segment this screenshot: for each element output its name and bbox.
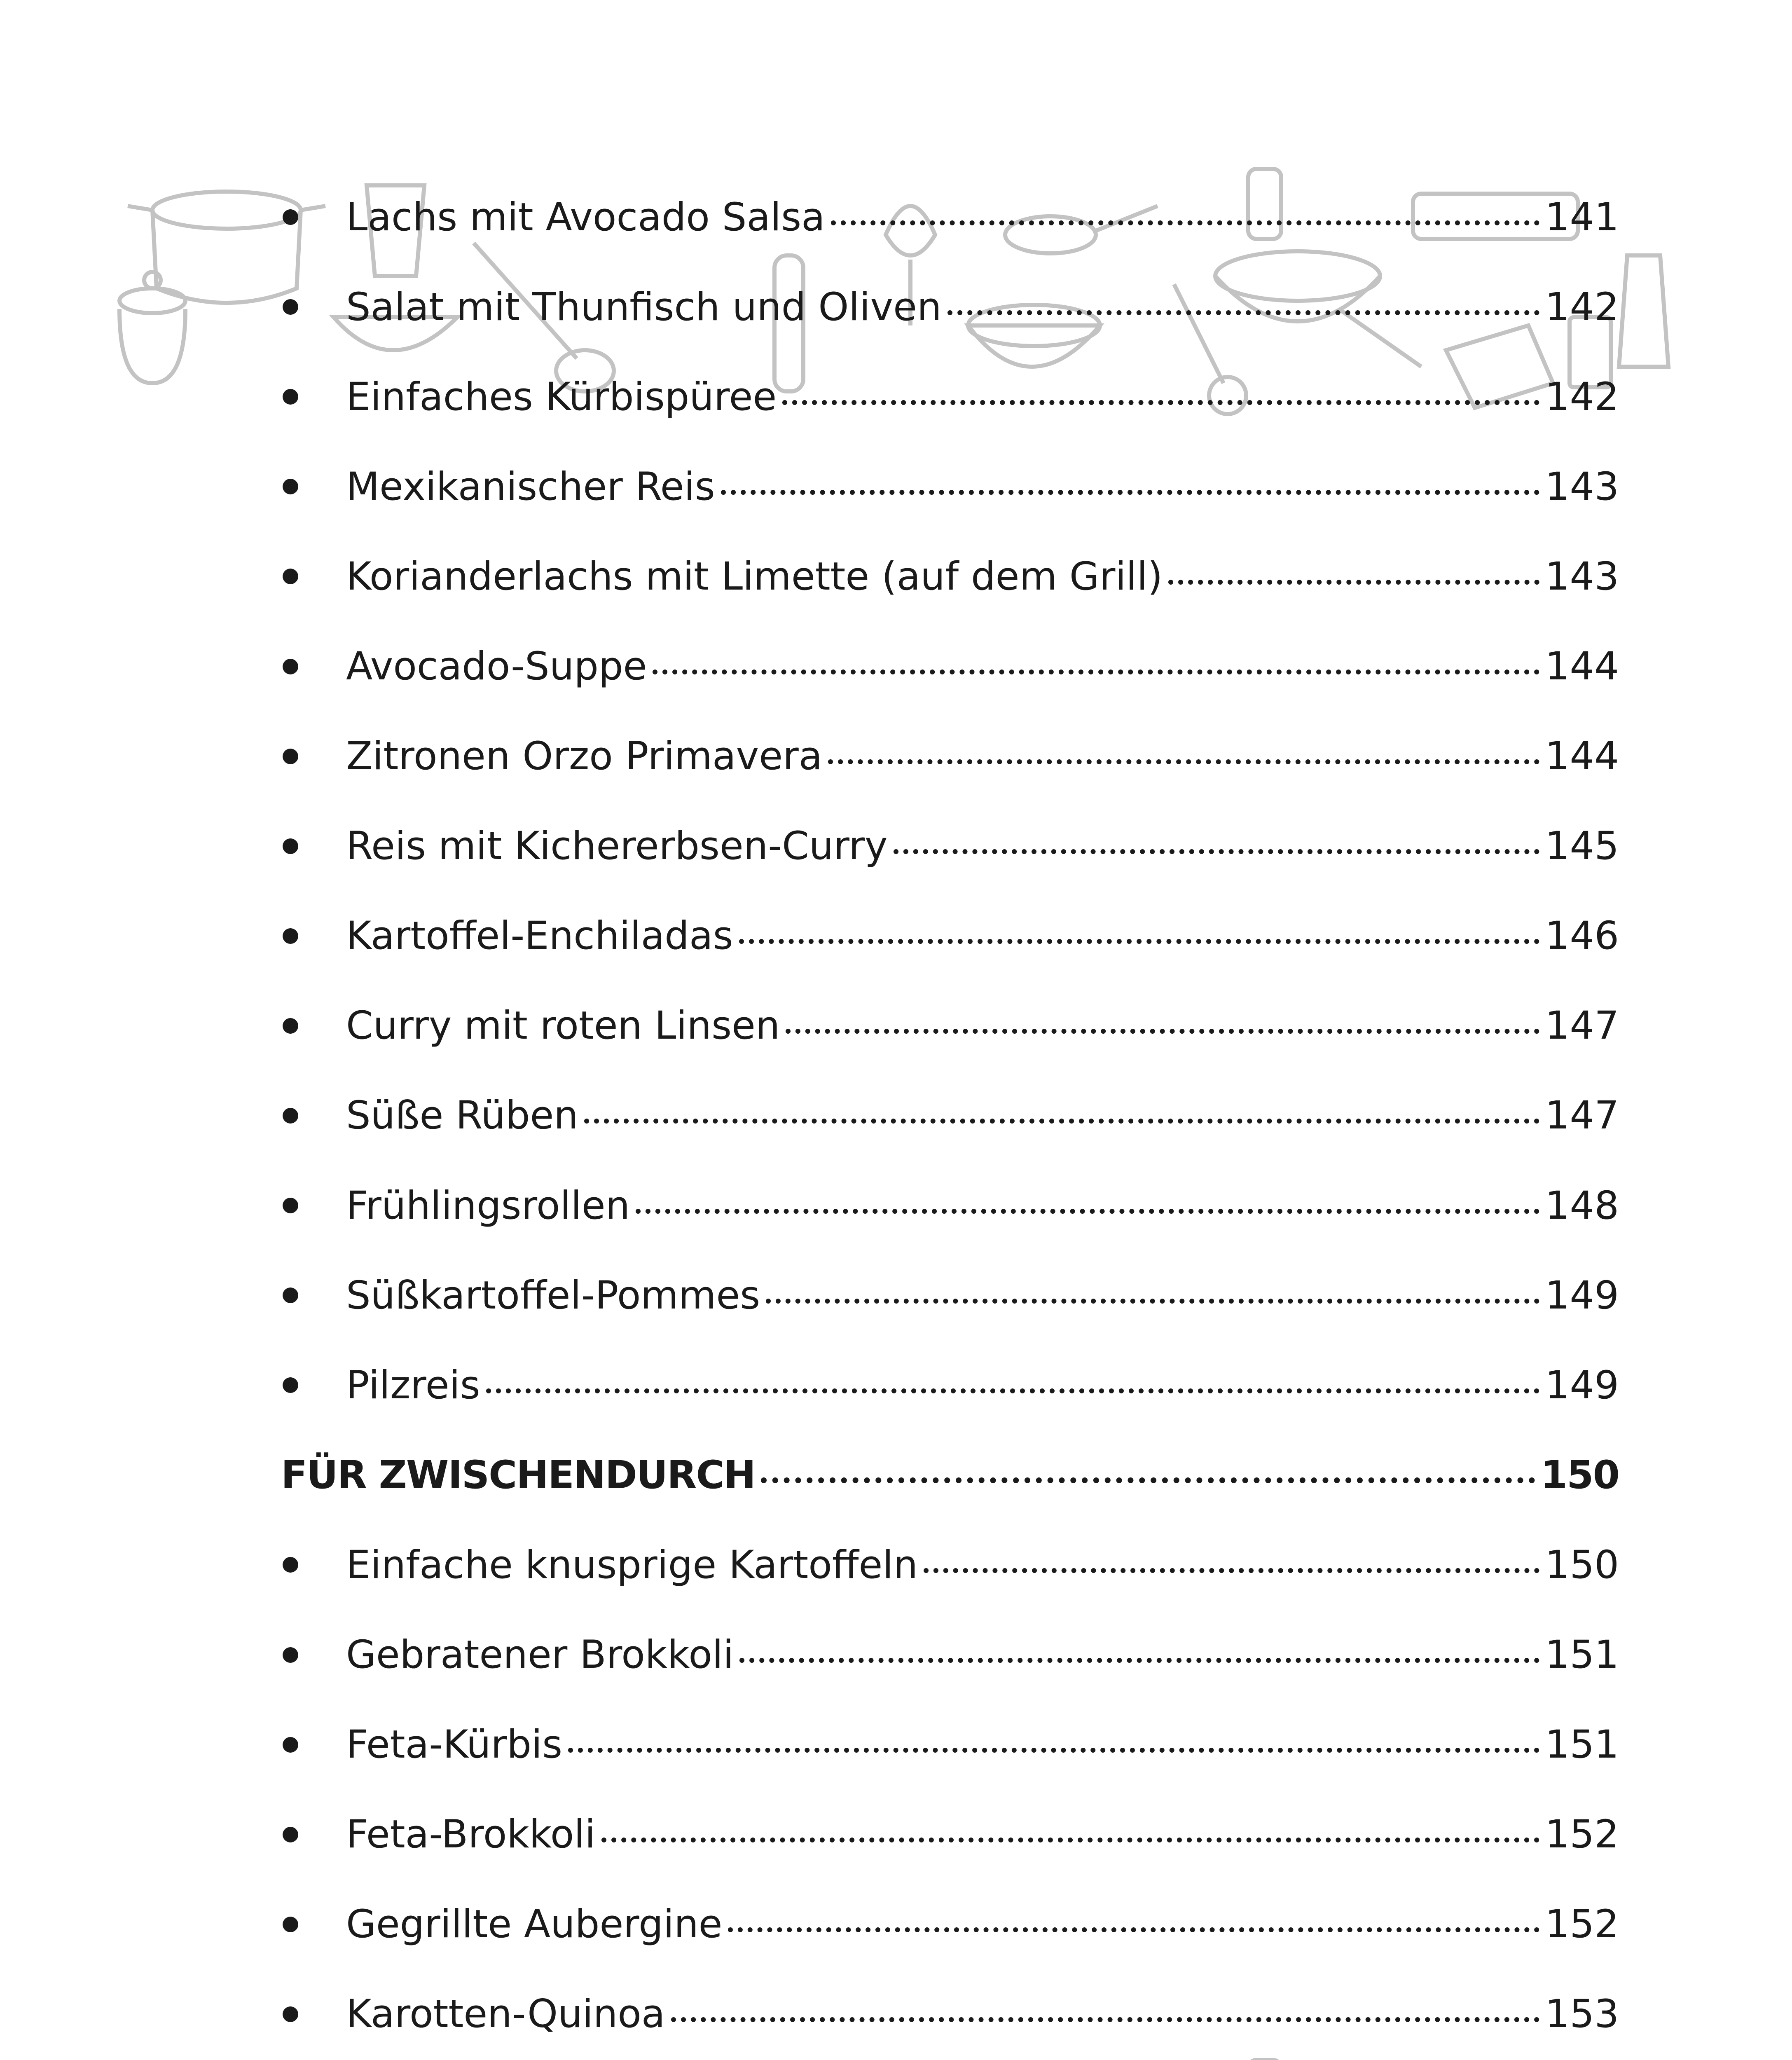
toc-entry[interactable] [272, 1700, 1619, 1790]
toc-page-number: 147 [1545, 1003, 1619, 1049]
toc-entry-title: Gebratener Brokkoli [346, 1632, 734, 1678]
toc-entry[interactable] [272, 981, 1619, 1071]
bullet-icon [283, 1018, 298, 1034]
bullet-icon [283, 299, 298, 315]
bullet-icon [283, 209, 298, 225]
toc-page-number: 151 [1545, 1722, 1619, 1767]
toc-entry[interactable] [272, 531, 1619, 621]
toc-page-number: 143 [1545, 464, 1619, 509]
toc-entry-title: Mexikanischer Reis [346, 464, 715, 509]
toc-entry-title: Kartoffel-Enchiladas [346, 913, 733, 959]
dot-leader [601, 1838, 1539, 1842]
dot-leader [761, 1477, 1535, 1483]
bullet-icon [283, 1108, 298, 1124]
toc-section-heading[interactable] [272, 1430, 1619, 1520]
toc-page-number: 152 [1545, 1812, 1619, 1857]
dot-leader [584, 1119, 1539, 1124]
toc-entry[interactable] [272, 621, 1619, 711]
toc-entry-title: Avocado-Suppe [346, 644, 647, 689]
table-of-contents [272, 172, 1619, 2060]
toc-page-number: 142 [1545, 284, 1619, 330]
toc-entry-title: Curry mit roten Linsen [346, 1003, 780, 1049]
toc-entry-title: Feta-Brokkoli [346, 1812, 596, 1857]
dot-leader [568, 1748, 1539, 1753]
dot-leader [671, 2017, 1539, 2022]
bullet-icon [283, 1827, 298, 1842]
toc-page-number: 147 [1545, 1093, 1619, 1138]
bullet-icon [283, 928, 298, 944]
bullet-icon [283, 749, 298, 764]
dot-leader [947, 310, 1539, 315]
toc-page-number: 152 [1545, 1902, 1619, 1947]
toc-entry-title: Einfache knusprige Kartoffeln [346, 1542, 918, 1587]
toc-page-number: 141 [1545, 194, 1619, 240]
bullet-icon [283, 389, 298, 405]
toc-page-number: 144 [1545, 644, 1619, 689]
dot-leader [486, 1388, 1539, 1393]
bullet-icon [283, 1288, 298, 1303]
toc-page-number: 150 [1545, 1542, 1619, 1587]
toc-entry-title: Einfaches Kürbispüree [346, 374, 777, 419]
toc-page-number: 143 [1545, 554, 1619, 599]
dot-leader [1168, 580, 1539, 585]
bullet-icon [283, 838, 298, 854]
dot-leader [782, 400, 1539, 405]
toc-entry[interactable] [272, 352, 1619, 442]
toc-entry[interactable] [272, 172, 1619, 262]
toc-entry[interactable] [272, 1610, 1619, 1700]
toc-entry-title: Salat mit Thunfisch und Oliven [346, 284, 942, 330]
dot-leader [894, 849, 1539, 854]
toc-entry[interactable] [272, 1880, 1619, 1969]
toc-entry-title: Frühlingsrollen [346, 1183, 630, 1228]
toc-page-number: 150 [1540, 1452, 1619, 1498]
dot-leader [636, 1209, 1539, 1214]
toc-entry-title: Süße Rüben [346, 1093, 578, 1138]
dot-leader [728, 1927, 1539, 1932]
dot-leader [739, 1658, 1539, 1663]
toc-entry[interactable] [272, 1790, 1619, 1880]
dot-leader [721, 490, 1539, 495]
toc-entry-title: Süßkartoffel-Pommes [346, 1273, 760, 1318]
bullet-icon [283, 1377, 298, 1393]
toc-entry[interactable] [272, 1340, 1619, 1430]
toc-page-number: 151 [1545, 1632, 1619, 1678]
bullet-icon [283, 1917, 298, 1932]
toc-page-number: 146 [1545, 913, 1619, 959]
toc-entry-title: Pilzreis [346, 1362, 480, 1408]
dot-leader [831, 220, 1539, 225]
dot-leader [924, 1568, 1539, 1573]
toc-entry[interactable] [272, 1161, 1619, 1250]
dot-leader [739, 939, 1539, 944]
toc-entry-title: Karotten-Quinoa [346, 1992, 665, 2037]
toc-page-number: 148 [1545, 1183, 1619, 1228]
toc-entry[interactable] [272, 891, 1619, 981]
toc-entry-title: Zitronen Orzo Primavera [346, 734, 823, 779]
dot-leader [766, 1299, 1539, 1304]
toc-page-number: 153 [1545, 1992, 1619, 2037]
toc-page-number: 149 [1545, 1273, 1619, 1318]
toc-entry-title: Korianderlachs mit Limette (auf dem Grill) [346, 554, 1163, 599]
toc-entry[interactable] [272, 1071, 1619, 1161]
bullet-icon [283, 1198, 298, 1213]
toc-entry[interactable] [272, 1520, 1619, 1610]
bullet-icon [283, 659, 298, 674]
dot-leader [828, 759, 1539, 764]
toc-page-number: 142 [1545, 374, 1619, 419]
toc-entry-title: Feta-Kürbis [346, 1722, 563, 1767]
toc-entry[interactable] [272, 801, 1619, 891]
bullet-icon [283, 2006, 298, 2022]
toc-entry[interactable] [272, 262, 1619, 352]
toc-entry-title: Gegrillte Aubergine [346, 1902, 723, 1947]
bullet-icon [283, 1647, 298, 1663]
toc-entry[interactable] [272, 712, 1619, 801]
toc-page-number: 144 [1545, 734, 1619, 779]
bullet-icon [283, 1737, 298, 1753]
toc-entry[interactable] [272, 1250, 1619, 1340]
toc-entry-title: Reis mit Kichererbsen-Curry [346, 824, 888, 869]
dot-leader [786, 1029, 1539, 1034]
toc-entry[interactable] [272, 442, 1619, 531]
toc-page-number: 145 [1545, 824, 1619, 869]
toc-entry-title: FÜR ZWISCHENDURCH [281, 1452, 756, 1498]
dot-leader [653, 670, 1539, 674]
toc-entry-title: Lachs mit Avocado Salsa [346, 194, 825, 240]
toc-entry[interactable] [272, 1969, 1619, 2059]
toc-page-number: 149 [1545, 1362, 1619, 1408]
